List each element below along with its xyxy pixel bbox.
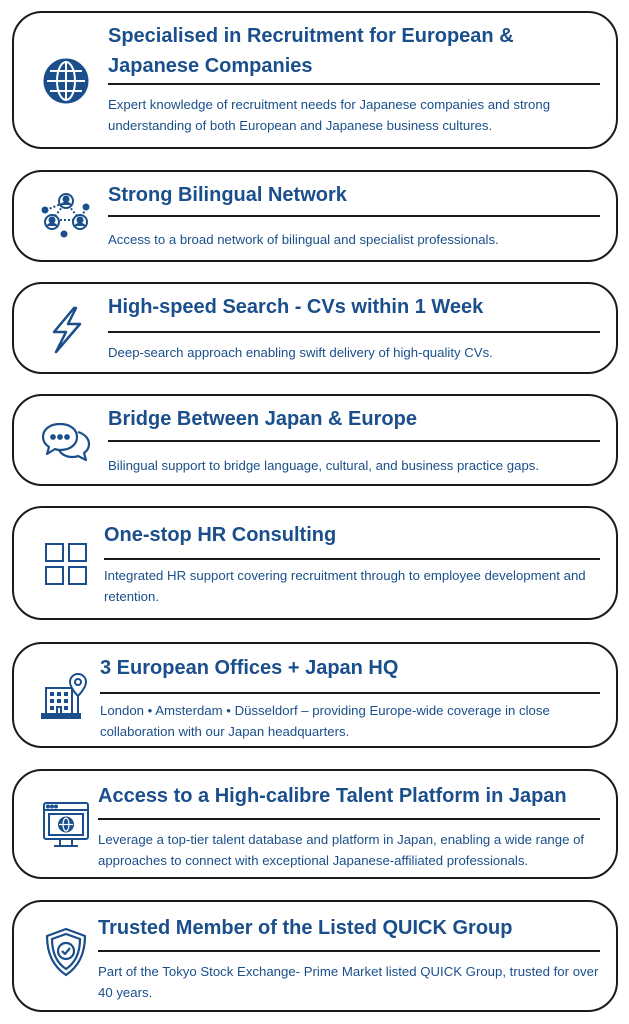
feature-card-bridge-japan-europe [12,394,618,486]
feature-description: Integrated HR support covering recruitment through to employee development and retention. [104,568,586,604]
feature-description: Deep-search approach enabling swift delivery of high-quality CVs. [108,345,493,360]
feature-title: 3 European Offices + Japan HQ [100,657,399,679]
feature-card-bilingual-network [12,170,618,262]
feature-card-quick-group [12,900,618,1012]
feature-description: Part of the Tokyo Stock Exchange- Prime Market listed QUICK Group, trusted for over 40 years. [98,964,599,1000]
divider [100,692,600,694]
feature-card-offices [12,642,618,748]
divider [108,83,600,85]
feature-description: Expert knowledge of recruitment needs for Japanese companies and strong understanding of both European and Japanese business cultures. [108,97,551,133]
feature-title: High-speed Search - CVs within 1 Week [108,296,484,318]
feature-title: Bridge Between Japan & Europe [108,408,417,430]
web-browser-globe-icon [40,799,92,851]
lightning-bolt-icon [40,304,92,356]
office-building-location-icon [40,670,92,722]
feature-card-talent-platform [12,769,618,879]
feature-title: One-stop HR Consulting [104,524,337,546]
feature-description: London • Amsterdam • Düsseldorf – providing Europe-wide coverage in close collaboration with our Japan headquarters. [100,703,550,739]
feature-title: Trusted Member of the Listed QUICK Group [98,917,513,939]
feature-title: Specialised in Recruitment for European & Japanese Companies [108,25,514,77]
divider [104,558,600,560]
divider [108,440,600,442]
divider [108,331,600,333]
divider [98,818,600,820]
divider [98,950,600,952]
feature-description: Access to a broad network of bilingual and specialist professionals. [108,232,499,247]
divider [108,215,600,217]
people-network-icon [40,190,92,242]
grid-squares-icon [40,538,92,590]
shield-check-icon [40,926,92,978]
feature-title: Access to a High-calibre Talent Platform in Japan [98,785,567,807]
feature-description: Bilingual support to bridge language, cultural, and business practice gaps. [108,458,540,473]
feature-card-high-speed-search [12,282,618,374]
chat-bubbles-icon [40,416,92,468]
feature-card-one-stop-hr [12,506,618,620]
globe-icon [40,55,92,107]
feature-title: Strong Bilingual Network [108,184,347,206]
feature-card-specialised-recruitment [12,11,618,149]
feature-description: Leverage a top-tier talent database and platform in Japan, enabling a wide range of approaches to connect with exceptional Japanese-affiliated professionals. [98,832,585,868]
